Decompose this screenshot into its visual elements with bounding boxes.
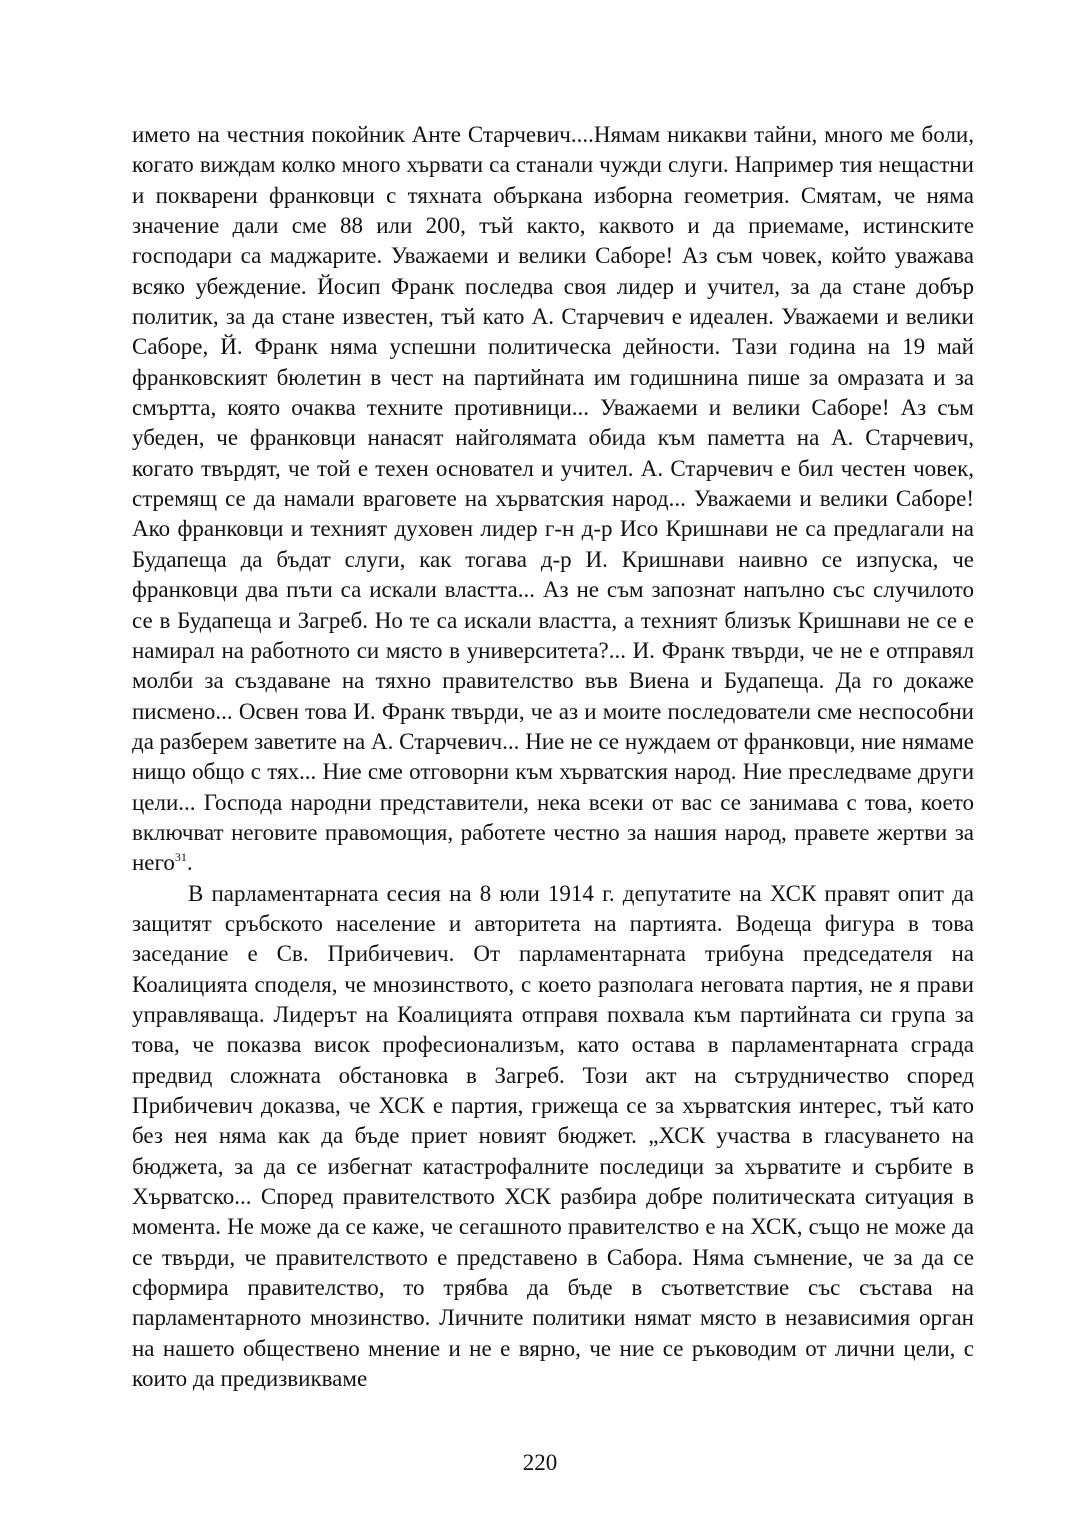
paragraph-1 (132, 120, 974, 879)
paragraph-1-end: . (186, 850, 193, 876)
paragraph-2 (132, 879, 974, 1395)
paragraph-2-text: В парламентарната сесия на 8 юли 1914 г. депутатите на ХСК правят опит да защитят сръбското население и авторитета на партията. Водеща фигура в това заседание е Св. Прибичевич. От парламентарната трибуна председателя на Коалицията споделя, че мнозинството, с което разполага неговата партия, не я прави управляваща. Лидерът на Коалицията отправя похвала към партийната си група за това, че показва висок професионализъм, като остава в парламентарната сграда предвид сложната обстановка в Загреб. Този акт на сътрудничество според Прибичевич доказва, че ХСК е партия, грижеща се за хърватския интерес, тъй като без нея няма как да бъде приет новият бюджет. „ХСК участва в гласуването на бюджета, за да се избегнат катастрофалните последици за хърватите и сърбите в Хърватско... Според правителството ХСК разбира добре политическата ситуация в момента. Не може да се каже, че сегашното правителство е на ХСК, също не може да се твърди, че правителството е представено в Сабора. Няма съмнение, че за да се сформира правителство, то трябва да бъде в съответствие със състава на парламентарното мнозинство. Личните политики нямат място в независимия орган на нашето обществено мнение и не е вярно, че ние се ръководим от лични цели, с които да предизвикваме (132, 880, 974, 1392)
footnote-reference[interactable]: 31 (174, 850, 187, 865)
paragraph-1-text: името на честния покойник Анте Старчевич....Нямам никакви тайни, много ме боли, когато виждам колко много хървати са станали чужди слуги. Например тия нещастни и покварени франковци с тяхната объркана изборна геометрия. Смятам, че няма значение дали сме 88 или 200, тъй както, каквото и да приемаме, истинските господари са маджарите. Уважаеми и велики Саборе! Аз съм човек, който уважава всяко убеждение. Йосип Франк последва своя лидер и учител, за да стане добър политик, за да стане известен, тъй като А. Старчевич е идеален. Уважаеми и велики Саборе, Й. Франк няма успешни политическа дейности. Тази година на 19 май франковският бюлетин в чест на партийната им годишнина пише за омразата и за смъртта, която очаква техните противници... Уважаеми и велики Саборе! Аз съм убеден, че франковци нанасят найголямата обида към паметта на А. Старчевич, когато твърдят, че той е техен основател и учител. А. Старчевич е бил честен човек, стремящ се да намали враговете на хърватския народ... Уважаеми и велики Саборе! Ако франковци и техният духовен лидер г-н д-р Исо Кришнави не са предлагали на Будапеща да бъдат слуги, как тогава д-р И. Кришнави наивно се изпуска, че франковци два пъти са искали властта... Аз не съм запознат напълно със случилото се в Будапеща и Загреб. Но те са искали властта, а техният близък Кришнави не се е намирал на работното си място в университета?... И. Франк твърди, че не е отправял молби за създаване на тяхно правителство във Виена и Будапеща. Да го докаже писмено... Освен това И. Франк твърди, че аз и моите последователи сме неспособни да разберем заветите на А. Старчевич... Ние не се нуждаем от франковци, ние нямаме нищо общо с тях... Ние сме отговорни към хърватския народ. Ние преследваме други цели... Господа народни представители, нека всеки от вас се занимава с това, което включват неговите правомощия, работете честно за нашия народ, правете жертви за него (132, 122, 974, 876)
page-number: 220 (522, 1450, 558, 1475)
body-text (132, 120, 974, 1394)
